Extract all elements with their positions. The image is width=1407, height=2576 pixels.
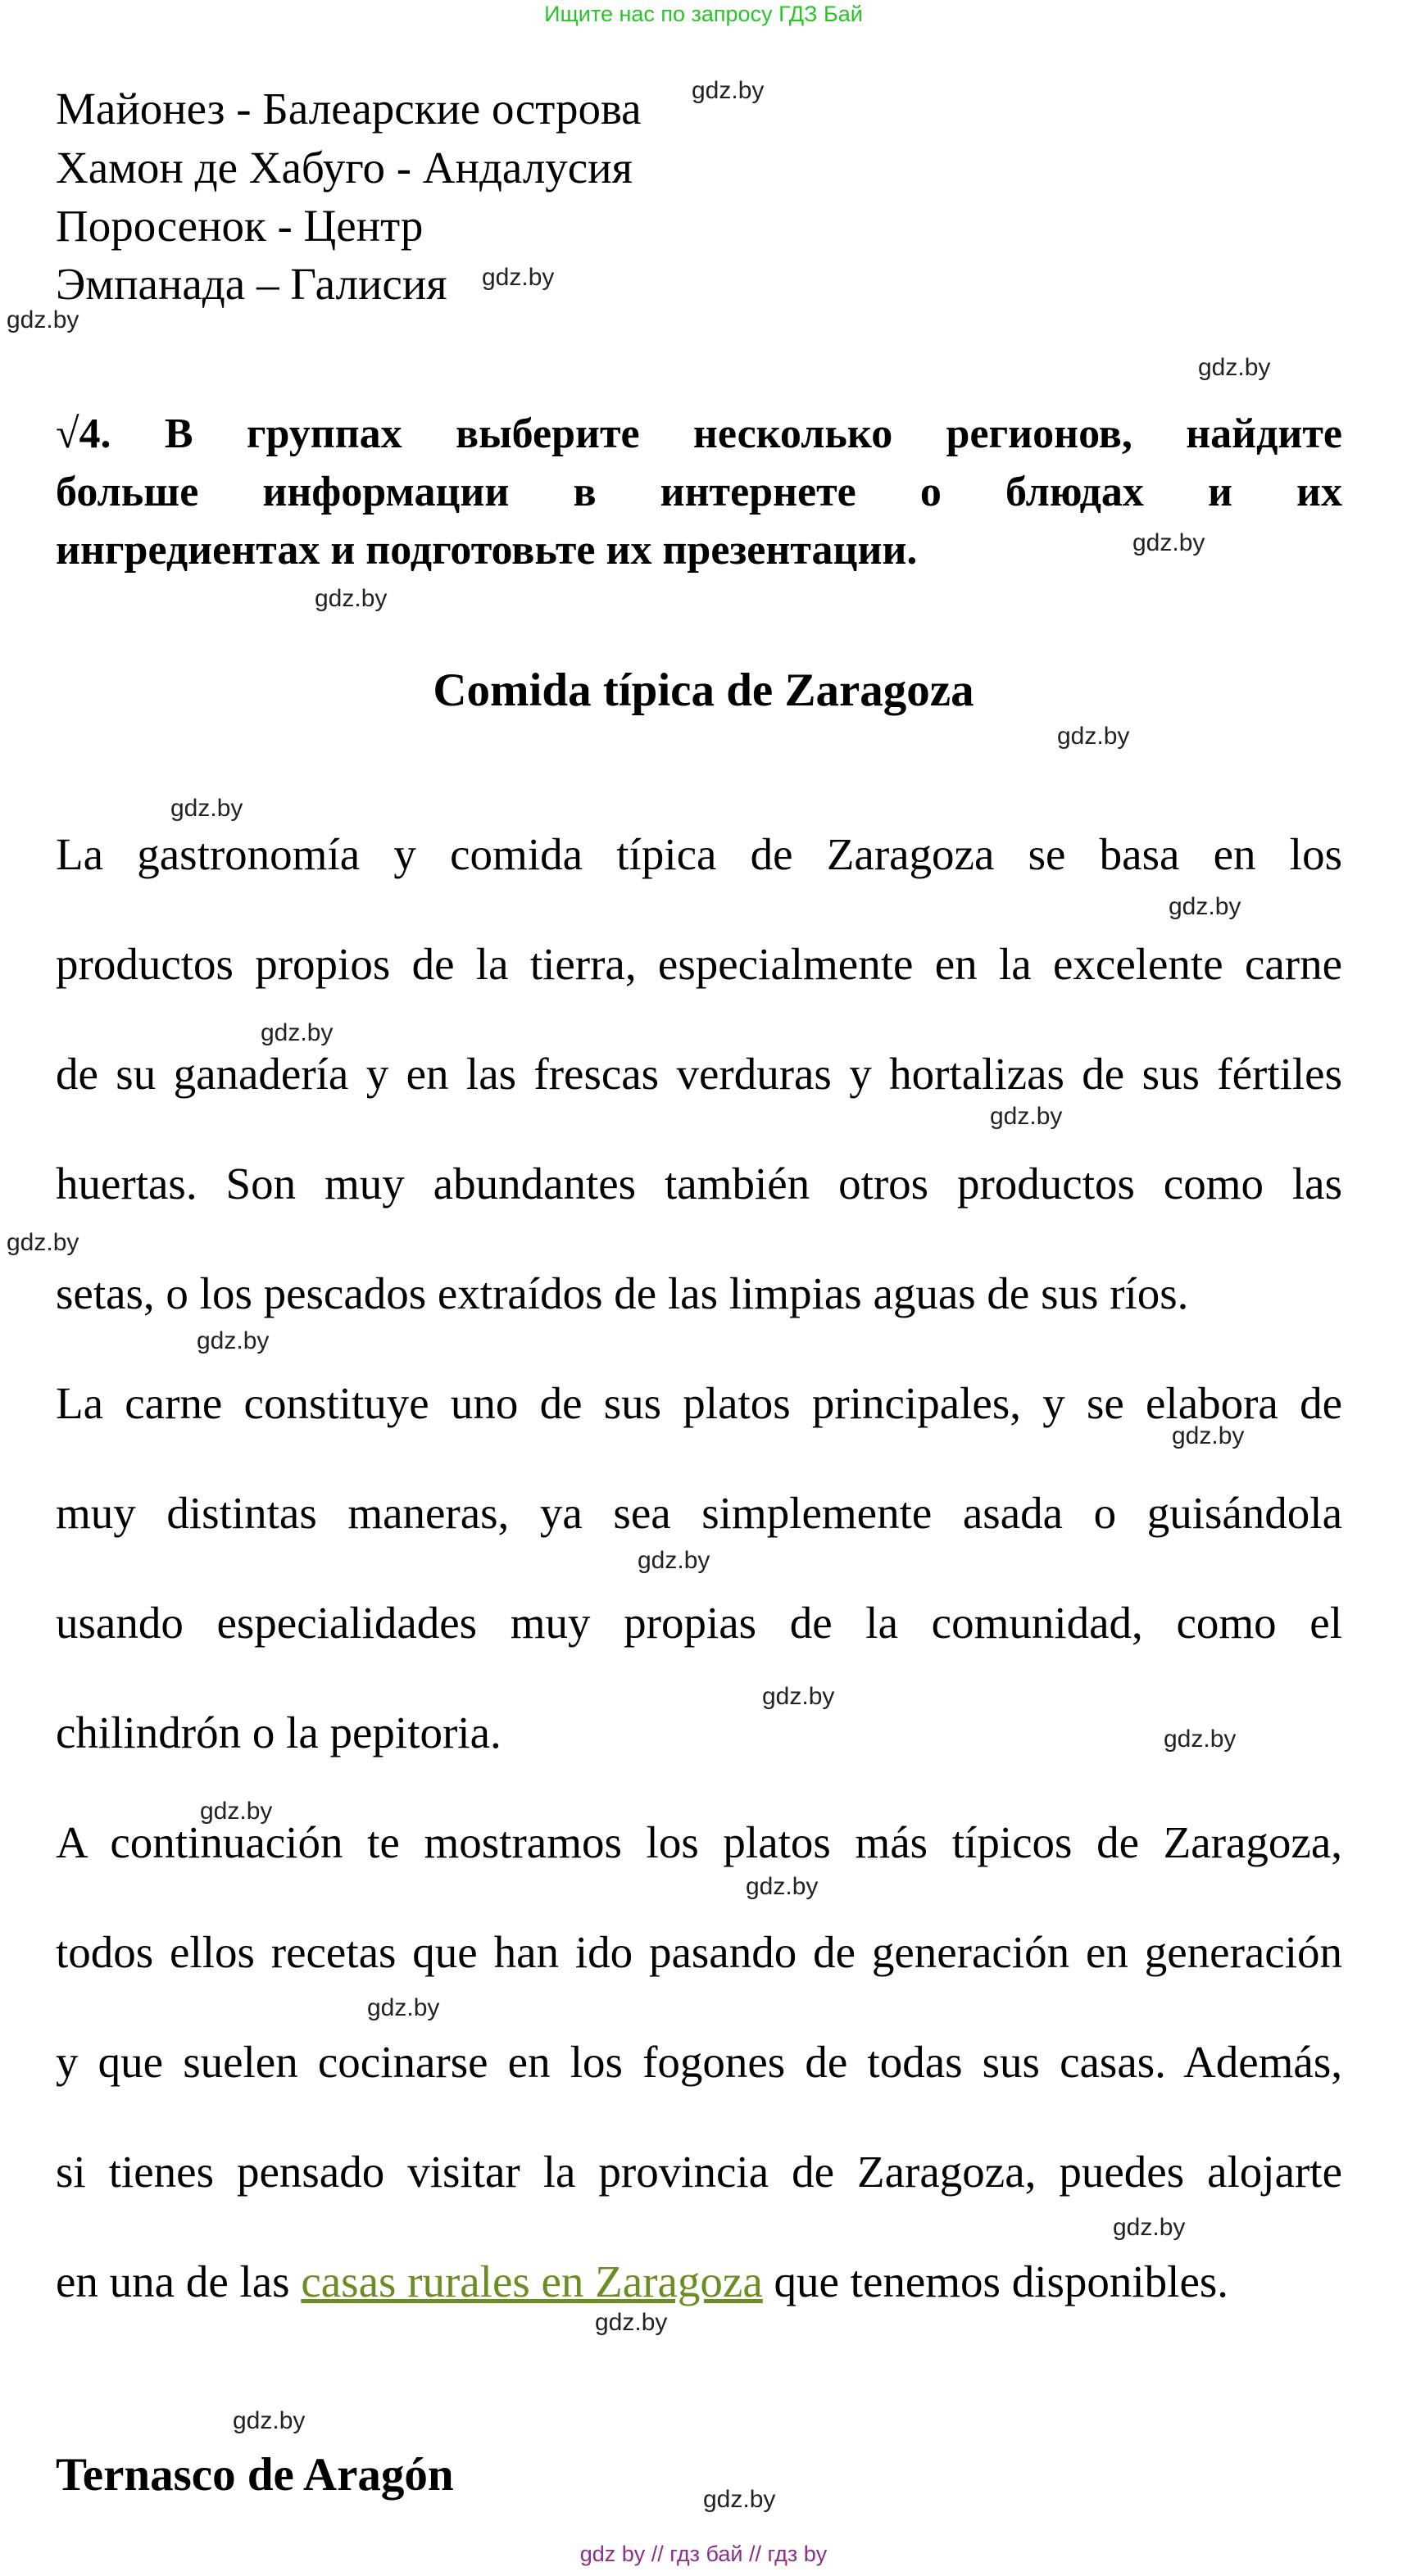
paragraph-line: y que suelen cocinarse en los fogones de todas sus casas. Además, xyxy=(56,2037,1342,2087)
task-line: ингредиентах и подготовьте их презентации. xyxy=(56,527,918,574)
paragraph-line: La carne constituye uno de sus platos principales, y se elabora de xyxy=(56,1378,1342,1428)
text-before-link: en una de las xyxy=(56,2256,302,2306)
watermark: gdz.by xyxy=(692,77,765,104)
watermark: gdz.by xyxy=(703,2486,776,2513)
section-subtitle: Ternasco de Aragón xyxy=(56,2449,454,2501)
paragraph-line: si tienes pensado visitar la provincia de Zaragoza, puedes alojarte xyxy=(56,2147,1342,2197)
watermark: gdz.by xyxy=(638,1547,710,1574)
paragraph-line: usando especialidades muy propias de la comunidad, como el xyxy=(56,1598,1342,1648)
watermark: gdz.by xyxy=(746,1873,819,1900)
watermark: gdz.by xyxy=(170,795,243,822)
watermark: gdz.by xyxy=(595,2309,668,2336)
site-footer-banner: gdz by // гдз бай // гдз by xyxy=(579,2542,828,2566)
article-title: Comida típica de Zaragoza xyxy=(433,664,974,716)
match-item: Майонез - Балеарские острова xyxy=(56,84,642,134)
paragraph-line: setas, o los pescados extraídos de las limpias aguas de sus ríos. xyxy=(56,1268,1189,1318)
paragraph-line: A continuación te mostramos los platos más típicos de Zaragoza, xyxy=(56,1817,1342,1867)
watermark: gdz.by xyxy=(762,1683,835,1710)
watermark: gdz.by xyxy=(261,1019,334,1046)
task-line: больше информации в интернете о блюдах и их xyxy=(56,469,1342,515)
paragraph-line: de su ganadería y en las frescas verduras y hortalizas de sus fértiles xyxy=(56,1049,1342,1099)
watermark: gdz.by xyxy=(1164,1726,1237,1753)
watermark: gdz.by xyxy=(1198,354,1271,381)
paragraph-line: todos ellos recetas que han ido pasando de generación en generación xyxy=(56,1927,1342,1977)
paragraph-line: chilindrón o la pepitoria. xyxy=(56,1708,502,1757)
paragraph-line: muy distintas maneras, ya sea simplemente asada o guisándola xyxy=(56,1488,1342,1538)
watermark: gdz.by xyxy=(367,1994,440,2021)
watermark: gdz.by xyxy=(990,1103,1063,1130)
watermark: gdz.by xyxy=(1057,723,1130,750)
match-item: Эмпанада – Галисия xyxy=(56,259,447,309)
casas-rurales-link[interactable]: casas rurales en Zaragoza xyxy=(301,2256,763,2306)
paragraph-line xyxy=(56,2255,1228,2309)
site-header-banner: Ищите нас по запросу ГДЗ Бай xyxy=(544,2,863,26)
watermark: gdz.by xyxy=(7,306,79,333)
watermark: gdz.by xyxy=(1169,893,1241,920)
watermark: gdz.by xyxy=(1172,1422,1245,1449)
watermark: gdz.by xyxy=(200,1798,273,1825)
paragraph-line: La gastronomía y comida típica de Zaragoza se basa en los xyxy=(56,829,1342,879)
watermark: gdz.by xyxy=(233,2407,306,2434)
paragraph-line: productos propios de la tierra, especialmente en la excelente carne xyxy=(56,939,1342,989)
watermark: gdz.by xyxy=(197,1327,270,1354)
task-line: √4. В группах выберите несколько регионов, найдите xyxy=(56,410,1342,457)
watermark: gdz.by xyxy=(1113,2214,1186,2241)
match-item: Поросенок - Центр xyxy=(56,201,424,251)
paragraph-line: huertas. Son muy abundantes también otros productos como las xyxy=(56,1159,1342,1209)
watermark: gdz.by xyxy=(7,1229,79,1256)
watermark: gdz.by xyxy=(315,585,388,612)
match-item: Хамон де Хабуго - Андалусия xyxy=(56,143,633,193)
text-after-link: que tenemos disponibles. xyxy=(762,2256,1229,2306)
watermark: gdz.by xyxy=(482,264,555,291)
watermark: gdz.by xyxy=(1132,529,1205,556)
